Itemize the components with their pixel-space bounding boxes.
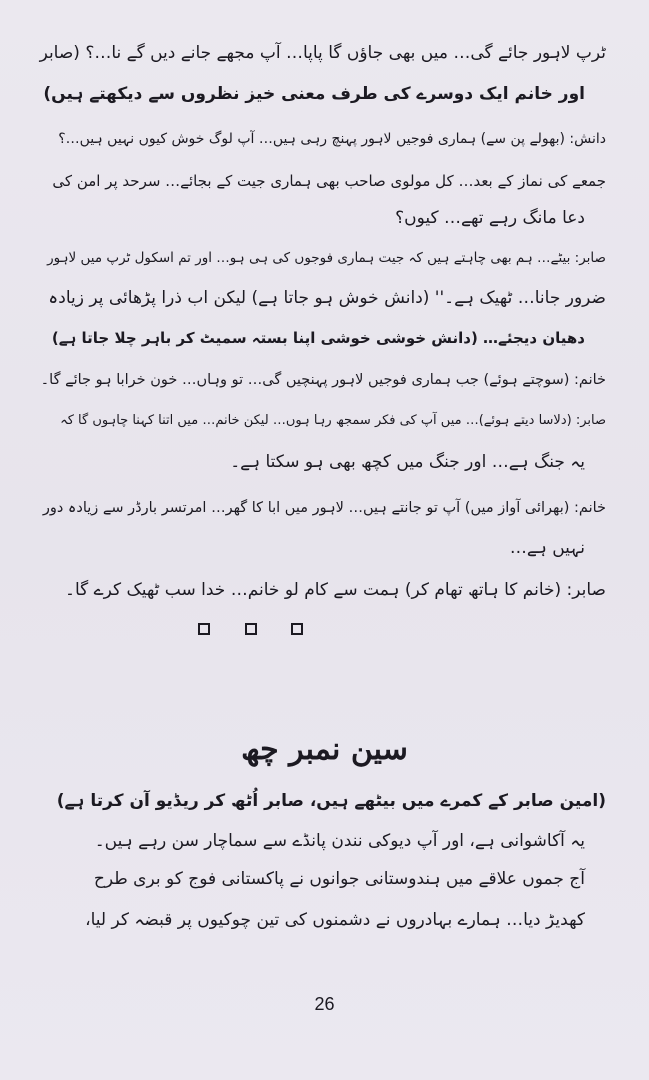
text-line: خانم: (سوچتے ہوئے) جب ہماری فوجیں لاہور پہنچیں گی… تو وہاں… خون خرابا ہو جائے گا۔ [40,372,606,388]
text-line: صابر: (دلاسا دیتے ہوئے)… میں آپ کی فکر سمجھ رہا ہوں… لیکن خانم… میں اتنا کہنا چاہوں گا کہ [60,413,606,428]
text-line: دعا مانگ رہے تھے… کیوں؟ [395,208,585,228]
text-line: آج جموں علاقے میں ہندوستانی جوانوں نے پاکستانی فوج کو بری طرح [93,869,585,889]
text-line: دھیان دیجئے… (دانش خوشی خوشی اپنا بستہ سمیٹ کر باہر چلا جاتا ہے) [51,329,585,347]
text-line: جمعے کی نماز کے بعد… کل مولوی صاحب بھی ہماری جیت کے بجائے… سرحد پر امن کی [52,172,606,190]
text-line: ٹرپ لاہور جائے گی… میں بھی جاؤں گا پاپا… آپ مجھے جانے دیں گے نا…؟ (صابر [39,43,606,63]
text-line: یہ جنگ ہے… اور جنگ میں کچھ بھی ہو سکتا ہے۔ [230,452,585,472]
text-line: (امین صابر کے کمرے میں بیٹھے ہیں، صابر اُٹھ کر ریڈیو آن کرتا ہے) [56,791,606,811]
text-line: صابر: بیٹے… ہم بھی چاہتے ہیں کہ جیت ہماری فوجوں کی ہی ہو… اور تم اسکول ٹرپ میں لاہور [47,250,606,266]
text-line: اور خانم ایک دوسرے کی طرف معنی خیز نظروں سے دیکھتے ہیں) [43,84,585,104]
square-mark-icon [198,623,210,635]
square-mark-icon [245,623,257,635]
square-mark-icon [291,623,303,635]
text-line: نہیں ہے… [509,538,585,558]
scene-end-marks [198,620,303,640]
page-number: 26 [314,994,335,1014]
text-line: کھدیڑ دیا… ہمارے بہادروں نے دشمنوں کی تین چوکیوں پر قبضہ کر لیا، [85,910,585,930]
text-line: یہ آکاشوانی ہے، اور آپ دیوکی نندن پانڈے سے سماچار سن رہے ہیں۔ [94,831,585,851]
text-line: دانش: (بھولے پن سے) ہماری فوجیں لاہور پہنچ رہی ہیں… آپ لوگ خوش کیوں نہیں ہیں…؟ [58,131,606,147]
text-line: ضرور جانا… ٹھیک ہے۔'' (دانش خوش ہو جاتا ہے) لیکن اب ذرا پڑھائی پر زیادہ [48,288,606,308]
scene-title: سین نمبر چھ [241,732,408,767]
text-line: خانم: (بھرائی آواز میں) آپ تو جانتے ہیں… لاہور میں ابا کا گھر… امرتسر بارڈر سے زیادہ دور [42,500,606,516]
text-line: صابر: (خانم کا ہاتھ تھام کر) ہمت سے کام لو خانم… خدا سب ٹھیک کرے گا۔ [65,580,606,600]
